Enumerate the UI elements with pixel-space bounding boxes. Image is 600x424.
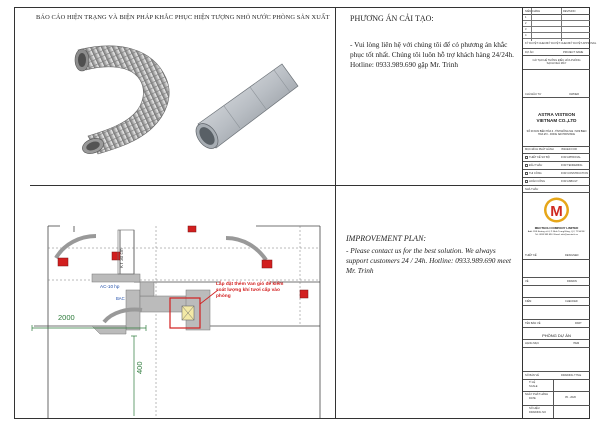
spiral-duct-image <box>190 56 306 158</box>
svg-text:M: M <box>550 203 563 220</box>
revision-header: NIÊN CHỈNH REVISION <box>523 8 590 15</box>
hvac-plan-panel <box>30 186 336 418</box>
bac-label: BAC <box>116 296 125 301</box>
drawing-name-row: TÊN BẢN VẼ PART <box>523 320 590 328</box>
vn-plan-panel <box>336 8 522 186</box>
en-plan-heading: IMPROVEMENT PLAN: <box>346 234 427 243</box>
dimension-vertical: 400 <box>135 361 144 374</box>
contractor-row: NHÀ THẦU <box>523 186 590 193</box>
vn-plan-heading: PHƯƠNG ÁN CẢI TẠO: <box>350 14 434 23</box>
contractor-name: MECTECH COMPANY LIMITED <box>534 226 579 230</box>
en-plan-body: - Please contact us for the best solution. We always support customers 24 / 24h. Hotline: 0933.989.690 meet Mr. Trinh <box>346 246 511 275</box>
ac-unit-label: AC-10 hp <box>100 284 120 289</box>
project-row: DỰ ÁN PROJECT NAME <box>523 49 590 56</box>
checked-row: KÝ DUYỆT CHECK KÝ DUYỆT CHECK KÝ DUYỆT APPROVAL <box>523 41 590 49</box>
owner-company-address: SỐ 09 KCN BIÊN HÒA II - TỈNH ĐỒNG NAI / NO9 BIEN HOA IZ II - DONG NAI PROVINCE <box>526 130 587 136</box>
owner-company-name: ASTRA VISTEON VIETNAM CO.,LTD <box>536 112 577 123</box>
designed-row: THIẾT KẾ DESIGNED <box>523 252 590 260</box>
issue-date: 05 - 2020 <box>565 396 576 399</box>
drawing-no-row: SỐ HIỆU DRAWING NO <box>529 407 547 414</box>
drawn-row: VẼ DRAWN <box>523 278 590 286</box>
dimension-horizontal: 2000 <box>58 313 75 322</box>
en-plan-panel <box>336 186 522 418</box>
contractor-address: Add: 15/8 Đường số 4, P. Bình Trưng Đông, Q.2, TP.HCM / Tel: 0933 989 690 / Email: info@mectech.vn <box>527 231 586 236</box>
kt-label: KT 30 cm <box>119 248 124 268</box>
purpose-row: MỤC ĐÍCH PHÁT HÀNH ISSUED FOR <box>523 146 590 154</box>
scale-row: TỈ LỆ SCALE <box>523 380 590 392</box>
sheet-row: SỐ BẢN VẼ DRAWING TITLE <box>523 372 590 380</box>
photo-panel <box>30 8 336 186</box>
revision-table: 1 2 3 4 <box>523 15 590 41</box>
report-title: BÁO CÁO HIỆN TRẠNG VÀ BIỆN PHÁP KHẮC PHỤC HIỆN TƯỢNG NHỎ NƯỚC PHÒNG SẢN XUẤT <box>36 14 330 21</box>
damper-callout: Lắp đặt thêm Van gió để kiểm soát lượng khí tươi cấp vào phòng <box>216 282 284 299</box>
issue-row-tender: ĐẤU THẦU FOR TENDERING <box>523 162 590 170</box>
issue-row-construction: THI CÔNG FOR CONSTRUCTION <box>523 170 590 178</box>
mectech-logo <box>543 196 570 224</box>
hvac-plan-drawing <box>30 186 336 418</box>
issue-row-approval: THIẾT KẾ SƠ BỘ FOR APPROVAL <box>523 154 590 162</box>
issue-row-asbuilt: HOÀN CÔNG FOR ASBUILT <box>523 178 590 186</box>
checked-by-row: KIỂM CHECKED <box>523 298 590 306</box>
flexible-duct-image <box>58 38 192 168</box>
vn-plan-body: - Vui lòng liên hệ với chúng tôi để có phương án khắc phục tốt nhất. Chúng tôi luôn hỗ trợ khách hàng 24/24h. Hotline: 0933.989.690 gặp Mr. Trinh <box>350 40 514 69</box>
category-row: HẠNG MỤC ITEM <box>523 340 590 348</box>
title-block <box>522 8 597 418</box>
owner-row: CHỦ ĐẦU TƯ OWNER <box>523 91 590 98</box>
date-row: NGÀY PHÁT HÀNH DATE 05 - 2020 <box>523 392 590 406</box>
drawing-name-text: PHÒNG DỰ ÁN <box>542 333 571 338</box>
project-title-row: CẢI TẠO HỆ THỐNG ĐIỀU HÒA PHÒNG SẠCH NHÀ MÁY <box>523 56 590 70</box>
